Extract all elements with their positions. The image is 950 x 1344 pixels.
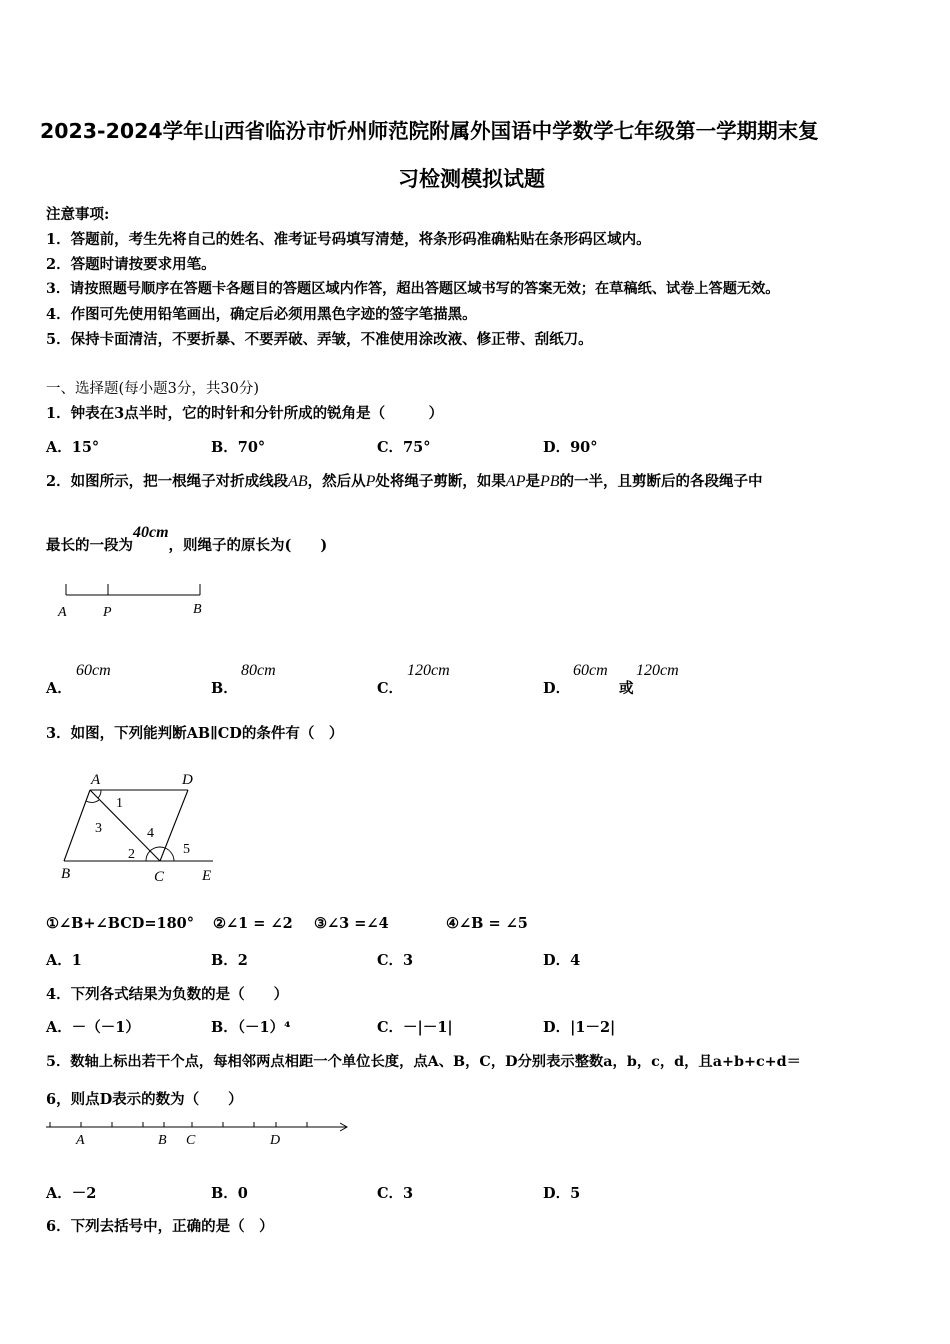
q2-option-d-label: D． <box>543 680 571 697</box>
q2-option-d-or: 或 <box>619 680 634 697</box>
q5-option-a: A．－2 <box>46 1185 97 1202</box>
q5-stem-line2: 6，则点D表示的数为（ ） <box>46 1091 243 1108</box>
q3-label-angle-4: 4 <box>147 826 154 841</box>
q5-number-line <box>44 1114 354 1150</box>
section1-heading: 一、选择题(每小题3分，共30分) <box>46 381 259 397</box>
q1-option-b: B．70° <box>211 439 266 456</box>
q2-text-4: 是 <box>525 473 540 490</box>
q3-option-a: A．1 <box>46 952 82 969</box>
notice-item-2: 2．答题时请按要求用笔。 <box>46 256 216 273</box>
q3-cond-1: ①∠B+∠BCD=180° <box>46 915 195 932</box>
notice-item-5: 5．保持卡面清洁，不要折暴、不要弄破、弄皱，不准使用涂改液、修正带、刮纸刀。 <box>46 331 593 348</box>
q3-option-b: B．2 <box>211 952 248 969</box>
q3-label-angle-2: 2 <box>128 847 135 862</box>
q2-option-a-label: A． <box>46 680 72 697</box>
q2-math-ap: AP <box>505 473 526 490</box>
q5-ticks <box>50 1122 307 1127</box>
q2-stem-line1 <box>46 470 763 491</box>
q3-label-angle-5: 5 <box>183 842 190 857</box>
q5-label-b: B <box>158 1133 167 1148</box>
q5-label-a: A <box>76 1133 85 1148</box>
q5-stem-line1: 5．数轴上标出若干个点，每相邻两点相距一个单位长度，点A、B，C，D分别表示整数a，b，c，d，且a+b+c+d＝ <box>46 1054 801 1070</box>
q4-option-b: B．（－1）⁴ <box>211 1019 291 1036</box>
q4-option-d: D．|1－2| <box>543 1019 616 1036</box>
q5-option-d: D．5 <box>543 1185 581 1202</box>
q5-label-d: D <box>270 1133 281 1148</box>
q2-math-p: P <box>365 473 376 490</box>
q1-option-c: C．75° <box>377 439 431 456</box>
q3-label-angle-1: 1 <box>116 796 123 811</box>
q3-arc-1b <box>98 790 101 798</box>
q3-option-d: D．4 <box>543 952 581 969</box>
q4-option-a: A．－（－1） <box>46 1019 140 1036</box>
q2-label-b: B <box>193 602 202 617</box>
q3-cond-4: ④∠B = ∠5 <box>446 915 528 932</box>
q3-label-b: B <box>61 866 71 882</box>
q2-label-p: P <box>103 605 112 620</box>
q2-option-a-value: 60cm <box>76 662 111 679</box>
notice-item-4: 4．作图可先使用铅笔画出，确定后必须用黑色字迹的签字笔描黑。 <box>46 306 477 323</box>
q2-text-6: 最长的一段为 <box>46 537 133 554</box>
q2-math-pb: PB <box>539 473 560 490</box>
q2-text-5: 的一半，且剪断后的各段绳子中 <box>559 473 763 490</box>
q2-option-c-label: C． <box>377 680 404 697</box>
q2-text-2: ，然后从 <box>307 473 366 490</box>
q3-label-a: A <box>91 772 101 788</box>
page-title-line1: 2023-2024学年山西省临汾市忻州师范院附属外国语中学数学七年级第一学期期末复 <box>40 119 819 143</box>
page-title-line2: 习检测模拟试题 <box>398 167 545 191</box>
q4-option-c: C．－|－1| <box>377 1019 453 1036</box>
q2-text-1: 2．如图所示，把一根绳子对折成线段 <box>46 473 289 490</box>
q2-math-ab: AB <box>288 473 308 490</box>
q2-math-40cm: 40cm <box>133 524 169 541</box>
q3-label-d: D <box>182 772 193 788</box>
q3-label-angle-3: 3 <box>95 821 102 836</box>
q3-label-e: E <box>202 868 212 884</box>
q1-option-d: D．90° <box>543 439 598 456</box>
q2-option-b-label: B． <box>211 680 238 697</box>
notice-item-1: 1．答题前，考生先将自己的姓名、准考证号码填写清楚，将条形码准确粘贴在条形码区域内。 <box>46 231 651 248</box>
notice-item-3: 3．请按照题号顺序在答题卡各题目的答题区域内作答，超出答题区域书写的答案无效；在草稿纸、试卷上答题无效。 <box>46 281 780 297</box>
q3-option-c: C．3 <box>377 952 414 969</box>
q3-cond-2: ②∠1 = ∠2 <box>213 915 293 932</box>
q3-arc-2 <box>146 851 150 861</box>
q2-option-b-value: 80cm <box>241 662 276 679</box>
q2-option-d-value1: 60cm <box>573 662 608 679</box>
q3-parallelogram-figure <box>55 765 225 887</box>
q1-option-a: A．15° <box>46 439 100 456</box>
q1-stem: 1．钟表在3点半时，它的时针和分针所成的锐角是（ ） <box>46 405 444 422</box>
q2-text-3: 处将绳子剪断，如果 <box>375 473 506 490</box>
q3-arc-1 <box>86 800 99 802</box>
q3-stem: 3．如图，下列能判断AB∥CD的条件有（ ） <box>46 725 344 742</box>
q5-option-c: C．3 <box>377 1185 414 1202</box>
q6-stem: 6．下列去括号中，正确的是（ ） <box>46 1218 274 1235</box>
q4-stem: 4．下列各式结果为负数的是（ ） <box>46 986 289 1003</box>
q3-arc-5 <box>165 848 174 861</box>
q3-cond-3: ③∠3 =∠4 <box>314 915 389 932</box>
q5-label-c: C <box>186 1133 196 1148</box>
q2-text-7: ，则绳子的原长为( ) <box>168 537 328 554</box>
q3-arc-4 <box>150 847 165 851</box>
q3-label-c: C <box>154 869 165 885</box>
q2-option-d-value2: 120cm <box>636 662 679 679</box>
q2-label-a: A <box>58 605 67 620</box>
q2-option-c-value: 120cm <box>407 662 450 679</box>
q2-rope-figure <box>50 578 220 623</box>
notice-heading: 注意事项: <box>46 206 110 223</box>
q5-option-b: B．0 <box>211 1185 248 1202</box>
q2-stem-line2 <box>46 524 328 555</box>
q3-line-ab <box>64 790 90 861</box>
